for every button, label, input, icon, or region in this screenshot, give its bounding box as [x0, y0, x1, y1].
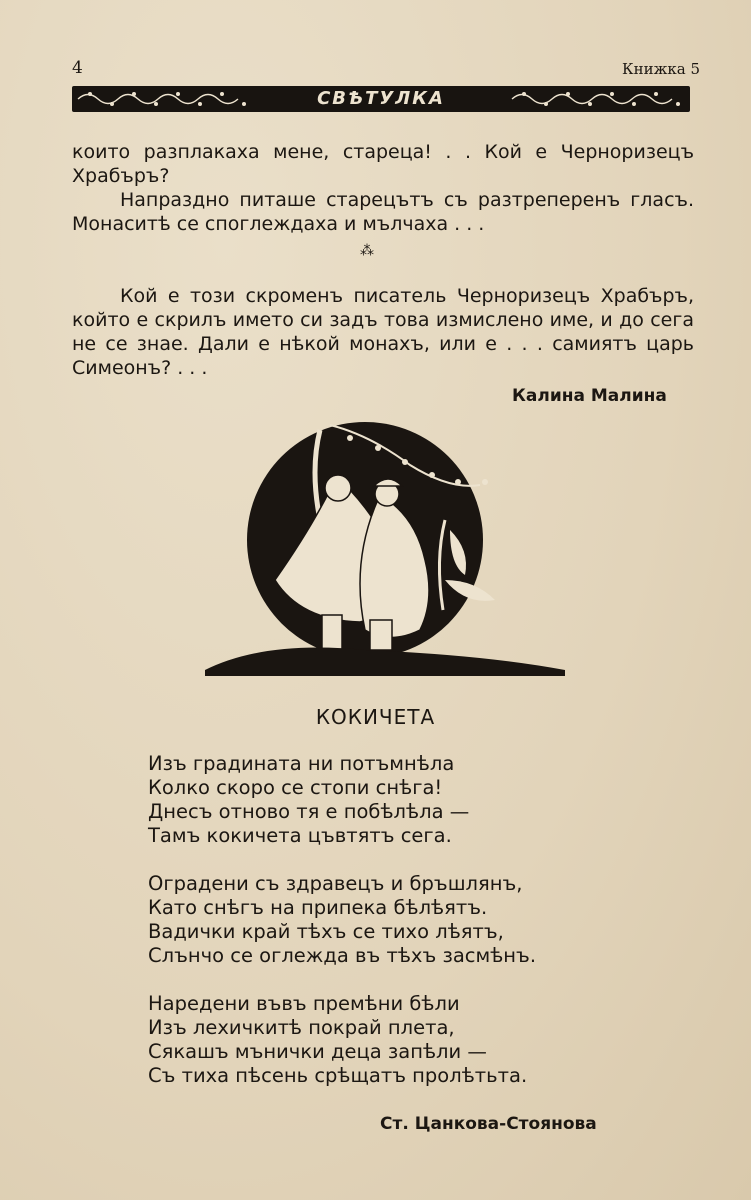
poem-author: Ст. Цанкова-Стоянова	[380, 1114, 597, 1134]
poem-line: Днесъ отново тя е побѣлѣла —	[148, 800, 470, 823]
poem-line: Колко скоро се стопи снѣга!	[148, 776, 443, 799]
poem-line: Съ тиха пѣсень срѣщатъ пролѣтьта.	[148, 1064, 528, 1087]
story-text-top	[72, 140, 694, 236]
story-author: Калина Малина	[512, 386, 667, 406]
story-paragraph-1: които разплакаха мене, стареца! . . Кой е Черноризецъ Храбъръ?	[72, 141, 694, 187]
masthead-banner	[72, 86, 690, 112]
poem-line: Оградени съ здравецъ и бръшлянъ,	[148, 872, 523, 895]
story-paragraph-3: Кой е този скроменъ писатель Черноризецъ Храбъръ, който е скрилъ името си задъ това измислено име, и до сега не се знае. Дали е нѣкой монахъ, или е . . . самиятъ царь Симеонъ? . . .	[72, 285, 694, 379]
poem-stanza	[148, 752, 536, 848]
poem-line: Вадички край тѣхъ се тихо лѣятъ,	[148, 920, 504, 943]
poem-line: Наредени въвъ премѣни бѣли	[148, 992, 460, 1015]
poem-stanza	[148, 872, 536, 968]
poem-line: Тамъ кокичета цъвтятъ сега.	[148, 824, 452, 847]
masthead-title: СВѢТУЛКА	[317, 88, 445, 109]
poem-line: Сякашъ мънички деца запѣли —	[148, 1040, 487, 1063]
section-divider: ⁂	[360, 243, 374, 259]
poem-title: КОКИЧЕТА	[315, 705, 436, 729]
poem-stanza	[148, 992, 536, 1088]
poem-line: Слънчо се оглежда въ тѣхъ засмѣнъ.	[148, 944, 537, 967]
story-text-bottom	[72, 284, 694, 380]
story-paragraph-2: Напраздно питаше старецътъ съ разтреперенъ гласъ. Монаситѣ се споглеждаха и мълчаха . . .	[72, 189, 694, 235]
poem-line: Изъ градината ни потъмнѣла	[148, 752, 455, 775]
poem-body	[148, 752, 536, 1112]
poem-line: Като снѣгъ на припека бѣлѣятъ.	[148, 896, 488, 919]
two-girls-illustration	[200, 420, 570, 685]
poem-line: Изъ лехичкитѣ покрай плета,	[148, 1016, 455, 1039]
page-number: 4	[72, 58, 83, 78]
issue-label: Книжка 5	[622, 60, 701, 78]
